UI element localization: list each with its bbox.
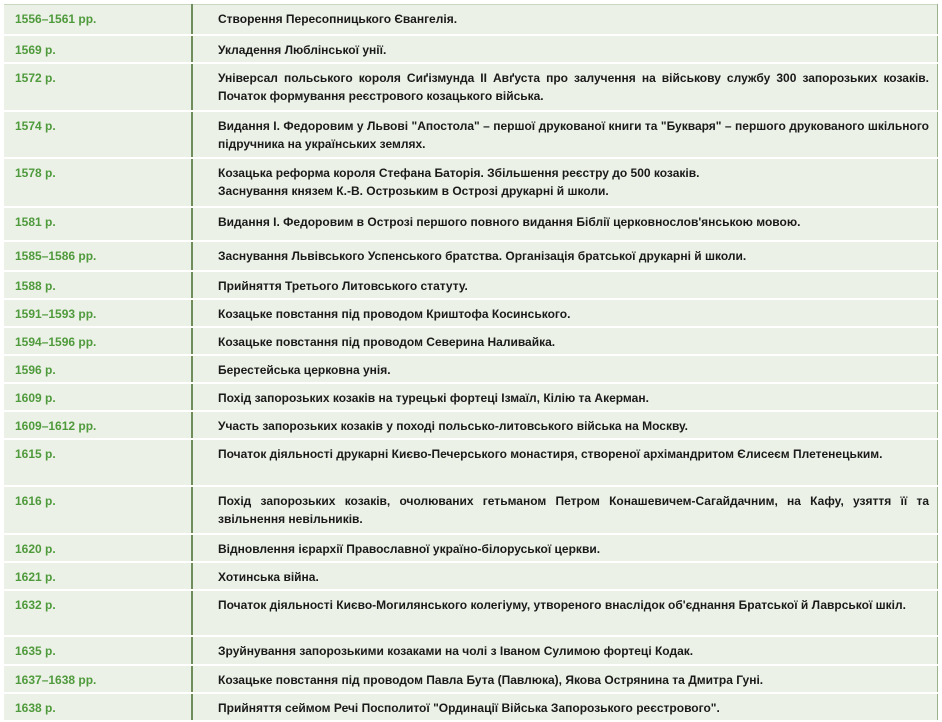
timeline-row <box>4 207 938 241</box>
timeline-event: Похід запорозьких козаків на турецькі фортеці Ізмаїл, Кілію та Акерман. <box>192 383 938 411</box>
timeline-row <box>4 111 938 158</box>
timeline-date: 1578 р. <box>4 158 192 207</box>
timeline-date: 1635 р. <box>4 636 192 665</box>
timeline-body <box>4 5 938 721</box>
timeline-date: 1594–1596 рр. <box>4 327 192 355</box>
timeline-row <box>4 63 938 111</box>
timeline-row <box>4 439 938 486</box>
timeline-date: 1591–1593 рр. <box>4 299 192 327</box>
timeline-date: 1569 р. <box>4 35 192 63</box>
timeline-event: Хотинська війна. <box>192 562 938 590</box>
timeline-row <box>4 271 938 299</box>
timeline-event: Участь запорозьких козаків у поході польсько-литовського війська на Москву. <box>192 411 938 439</box>
timeline-date: 1609 р. <box>4 383 192 411</box>
timeline-date: 1588 р. <box>4 271 192 299</box>
timeline-date: 1621 р. <box>4 562 192 590</box>
timeline-event: Козацьке повстання під проводом Павла Бута (Павлюка), Якова Острянина та Дмитра Гуні. <box>192 665 938 693</box>
timeline-event: Берестейська церковна унія. <box>192 355 938 383</box>
timeline-event: Козацьке повстання під проводом Криштофа Косинського. <box>192 299 938 327</box>
timeline-date: 1585–1586 рр. <box>4 241 192 271</box>
timeline-row <box>4 562 938 590</box>
timeline-date: 1638 р. <box>4 693 192 721</box>
timeline-event: Прийняття Третього Литовського статуту. <box>192 271 938 299</box>
timeline-event: Видання І. Федоровим в Острозі першого повного видання Біблії церковнослов'янською мовою. <box>192 207 938 241</box>
history-timeline-table <box>4 4 938 722</box>
timeline-row <box>4 590 938 636</box>
timeline-event: Початок діяльності Києво-Могилянського колегіуму, утвореного внаслідок об'єднання Братської й Лаврської шкіл. <box>192 590 938 636</box>
timeline-event: Козацька реформа короля Стефана Баторія. Збільшення реєстру до 500 козаків. Заснування князем К.-В. Острозьким в Острозі друкарні й школи. <box>192 158 938 207</box>
timeline-row <box>4 299 938 327</box>
timeline-date: 1572 р. <box>4 63 192 111</box>
timeline-event: Заснування Львівського Успенського братства. Організація братської друкарні й школи. <box>192 241 938 271</box>
timeline-row <box>4 693 938 721</box>
timeline-row <box>4 158 938 207</box>
timeline-row <box>4 327 938 355</box>
timeline-row <box>4 486 938 534</box>
timeline-row <box>4 35 938 63</box>
timeline-row <box>4 355 938 383</box>
timeline-event: Прийняття сеймом Речі Посполитої "Ординації Війська Запорозького реєстрового". <box>192 693 938 721</box>
timeline-event: Козацьке повстання під проводом Северина Наливайка. <box>192 327 938 355</box>
timeline-event: Похід запорозьких козаків, очолюваних гетьманом Петром Конашевичем-Сагайдачним, на Кафу, узяття її та звільнення невільників. <box>192 486 938 534</box>
timeline-row <box>4 241 938 271</box>
timeline-date: 1620 р. <box>4 534 192 562</box>
timeline-event: Видання І. Федоровим у Львові "Апостола" – першої друкованої книги та "Букваря" – першого друкованого шкільного підручника на українських землях. <box>192 111 938 158</box>
timeline-event: Початок діяльності друкарні Києво-Печерського монастиря, створеної архімандритом Єлисеєм Плетенецьким. <box>192 439 938 486</box>
timeline-date: 1616 р. <box>4 486 192 534</box>
timeline-date: 1632 р. <box>4 590 192 636</box>
timeline-date: 1581 р. <box>4 207 192 241</box>
timeline-row <box>4 636 938 665</box>
timeline-date: 1609–1612 рр. <box>4 411 192 439</box>
timeline-event: Універсал польського короля Сиґізмунда ІІ Авґуста про залучення на військову службу 300 запорозьких козаків. Початок формування реєстрового козацького війська. <box>192 63 938 111</box>
timeline-date: 1637–1638 рр. <box>4 665 192 693</box>
timeline-event: Зруйнування запорозькими козаками на чолі з Іваном Сулимою фортеці Кодак. <box>192 636 938 665</box>
timeline-event: Створення Пересопницького Євангелія. <box>192 5 938 35</box>
timeline-date: 1556–1561 рр. <box>4 5 192 35</box>
timeline-event: Відновлення ієрархії Православної україно-білоруської церкви. <box>192 534 938 562</box>
timeline-row <box>4 383 938 411</box>
timeline-date: 1596 р. <box>4 355 192 383</box>
timeline-event: Укладення Люблінської унії. <box>192 35 938 63</box>
timeline-row <box>4 411 938 439</box>
timeline-date: 1574 р. <box>4 111 192 158</box>
timeline-row <box>4 534 938 562</box>
timeline-row <box>4 665 938 693</box>
timeline-row <box>4 5 938 35</box>
timeline-date: 1615 р. <box>4 439 192 486</box>
